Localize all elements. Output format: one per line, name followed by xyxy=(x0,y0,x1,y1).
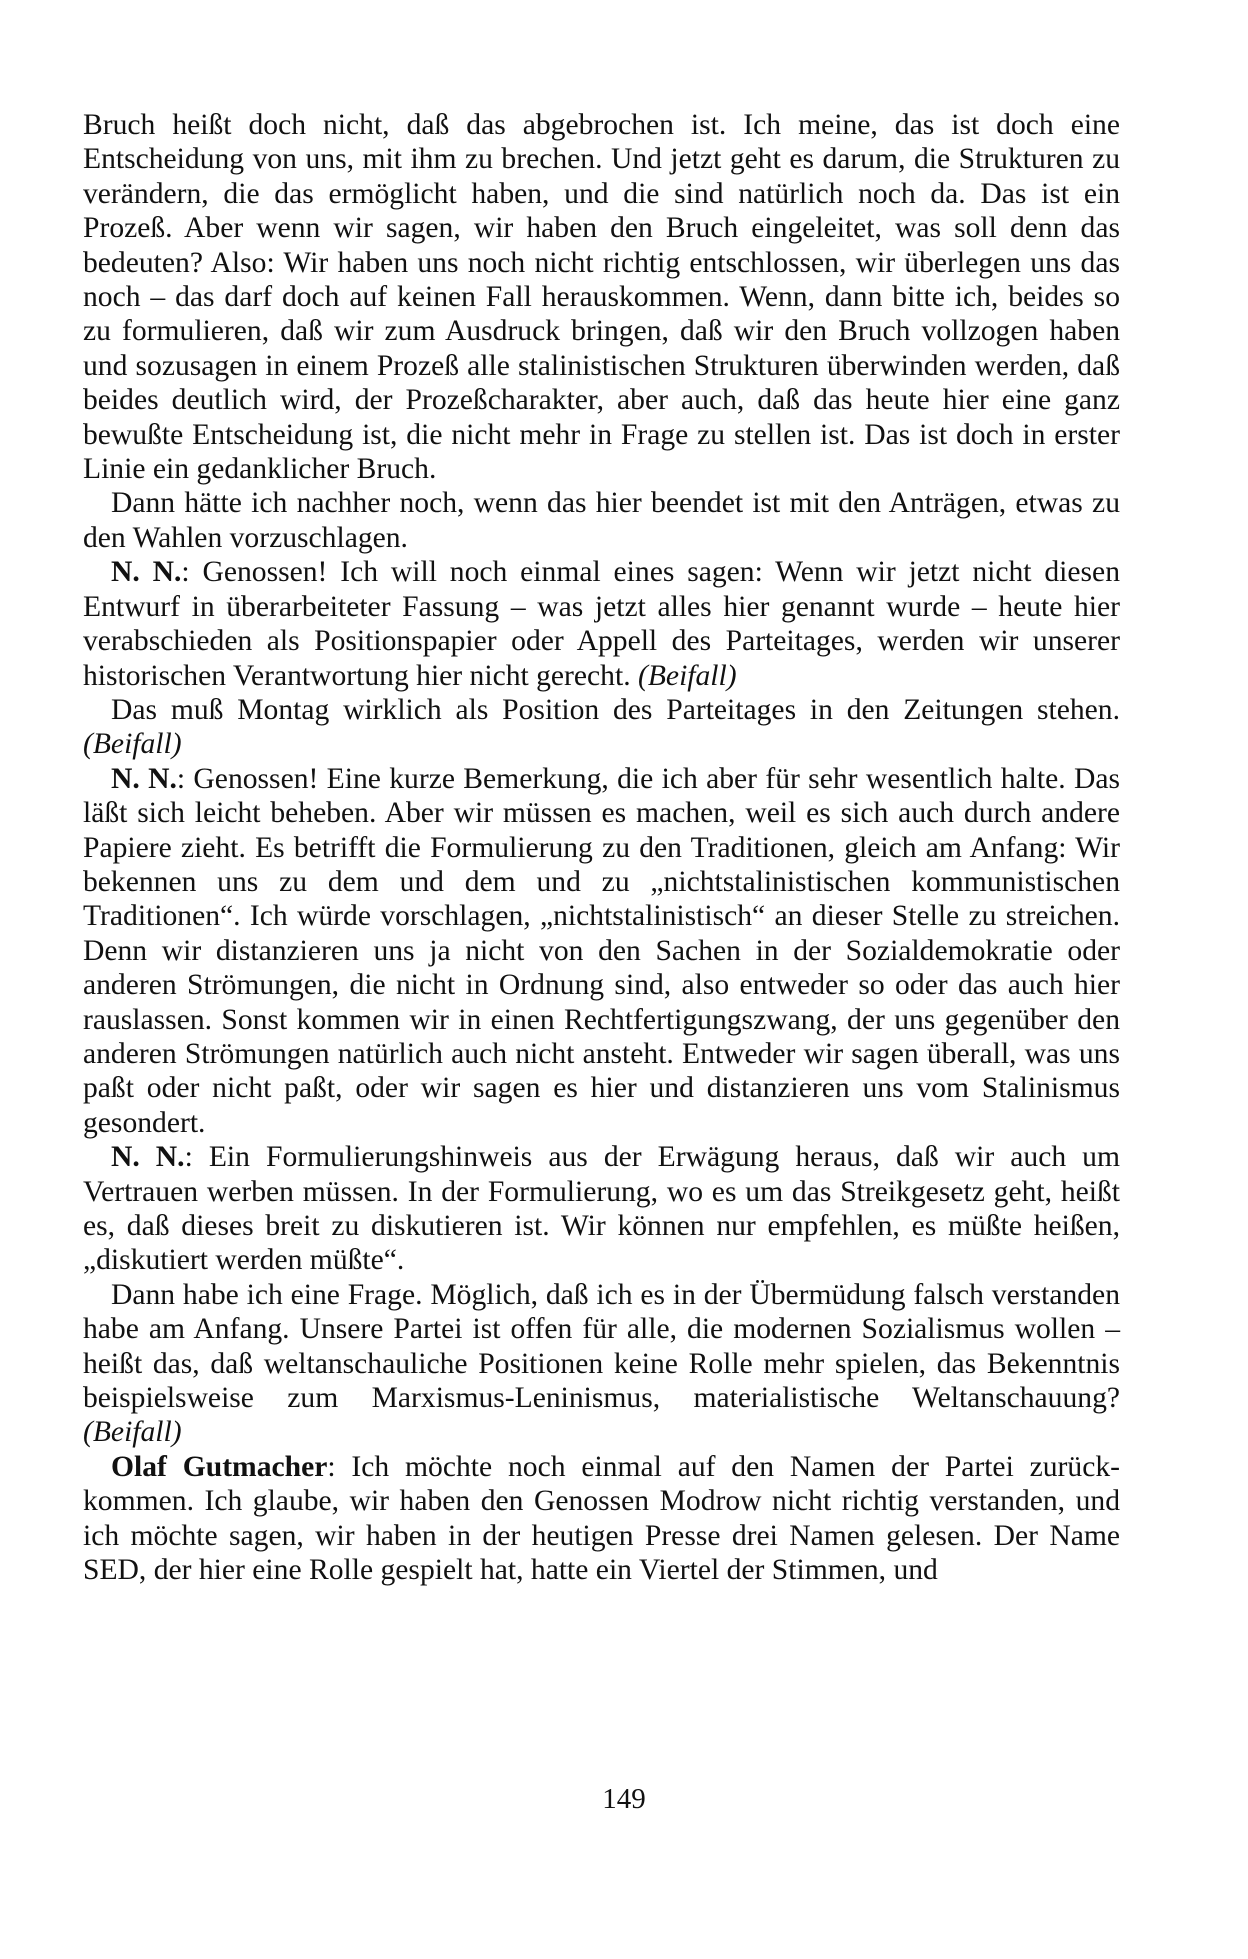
paragraph-1 xyxy=(83,108,1120,486)
paragraph-7 xyxy=(83,1278,1120,1450)
paragraph-6-text: : Ein Formulierungshinweis aus der Erwägung heraus, daß wir auch um Vertrauen werben müssen. In der Formulierung, wo es um das Streikgesetz geht, heißt es, daß dieses breit zu diskutieren ist. Wir können nur empfehlen, es müßte heißen, „diskutiert werden müßte“. xyxy=(83,1141,1120,1277)
paragraph-6 xyxy=(83,1140,1120,1278)
applause-note: (Beifall) xyxy=(638,659,737,692)
page-number: 149 xyxy=(602,1783,646,1815)
paragraph-4-text: Das muß Montag wirklich als Position des Parteitages in den Zeitungen stehen. xyxy=(111,693,1120,726)
paragraph-7-text: Dann habe ich eine Frage. Möglich, daß ich es in der Übermüdung falsch verstanden habe am Anfang. Unsere Partei ist offen für alle, die modernen Sozialismus wollen – heißt das, daß weltanschauliche Positionen keine Rolle mehr spielen, das Bekenntnis beispielsweise zum Marxismus-Leninismus, materialistische Weltanschauung? xyxy=(83,1278,1120,1415)
paragraph-8-text: : Ich möchte noch einmal auf den Namen der Partei zurückkommen. Ich glaube, wir haben den Genossen Modrow nicht richtig verstanden, und ich möchte sagen, wir haben in der heutigen Presse drei Namen gelesen. Der Name SED, der hier eine Rolle gespielt hat, hatte ein Viertel der Stimmen, und xyxy=(83,1450,1120,1587)
paragraph-5 xyxy=(83,762,1120,1140)
speaker-name: N. N. xyxy=(111,556,182,589)
page-text-body xyxy=(83,108,1120,1587)
speaker-name: Olaf Gutmacher xyxy=(111,1450,328,1483)
speaker-name: N. N. xyxy=(111,762,177,795)
applause-note: (Beifall) xyxy=(83,1416,182,1449)
paragraph-3 xyxy=(83,555,1120,693)
paragraph-8 xyxy=(83,1450,1120,1588)
paragraph-4 xyxy=(83,693,1120,762)
paragraph-2-text: Dann hätte ich nachher noch, wenn das hier beendet ist mit den Anträgen, etwas zu den Wahlen vorzuschlagen. xyxy=(83,487,1120,554)
paragraph-2 xyxy=(83,486,1120,555)
applause-note: (Beifall) xyxy=(83,728,182,761)
speaker-name: N. N. xyxy=(111,1141,185,1174)
paragraph-5-text: : Genossen! Eine kurze Bemerkung, die ich aber für sehr wesentlich halte. Das läßt sich leicht beheben. Aber wir müssen es machen, weil es sich auch durch andere Papiere zieht. Es betrifft die Formulierung zu den Traditionen, gleich am Anfang: Wir bekennen uns zu dem und dem und zu „nichtstalinistischen kommunistischen Traditionen“. Ich würde vorschlagen, „nichtstalinistisch“ an dieser Stelle zu streichen. Denn wir distanzieren uns ja nicht von den Sachen in der Sozialdemokratie oder anderen Strömungen, die nicht in Ordnung sind, also entweder so oder das auch hier rauslassen. Sonst kommen wir in einen Rechtfertigungszwang, der uns gegenüber den anderen Strömungen natürlich auch nicht ansteht. Entweder wir sagen überall, was uns paßt oder nicht paßt, oder wir sagen es hier und distanzieren uns vom Stalinismus gesondert. xyxy=(83,762,1120,1139)
paragraph-3-text: : Genossen! Ich will noch einmal eines sagen: Wenn wir jetzt nicht diesen Entwurf in überarbeiteter Fassung – was jetzt alles hier genannt wurde – heute hier verabschieden als Positionspapier oder Appell des Parteitages, werden wir unserer historischen Verantwortung hier nicht gerecht. xyxy=(83,556,1120,692)
paragraph-1-text: Bruch heißt doch nicht, daß das abgebrochen ist. Ich meine, das ist doch eine Entscheidung von uns, mit ihm zu brechen. Und jetzt geht es darum, die Strukturen zu verändern, die das ermöglicht haben, und die sind natürlich noch da. Das ist ein Prozeß. Aber wenn wir sagen, wir haben den Bruch eingeleitet, was soll denn das bedeuten? Also: Wir haben uns noch nicht richtig entschlossen, wir überlegen uns das noch – das darf doch auf keinen Fall herauskommen. Wenn, dann bitte ich, beides so zu formulieren, daß wir zum Ausdruck bringen, daß wir den Bruch vollzogen haben und sozusagen in einem Prozeß alle stalinistischen Strukturen überwinden werden, daß beides deutlich wird, der Prozeßcharakter, aber auch, daß das heute hier eine ganz bewußte Entscheidung ist, die nicht mehr in Frage zu stellen ist. Das ist doch in erster Linie ein gedanklicher Bruch. xyxy=(83,109,1120,486)
